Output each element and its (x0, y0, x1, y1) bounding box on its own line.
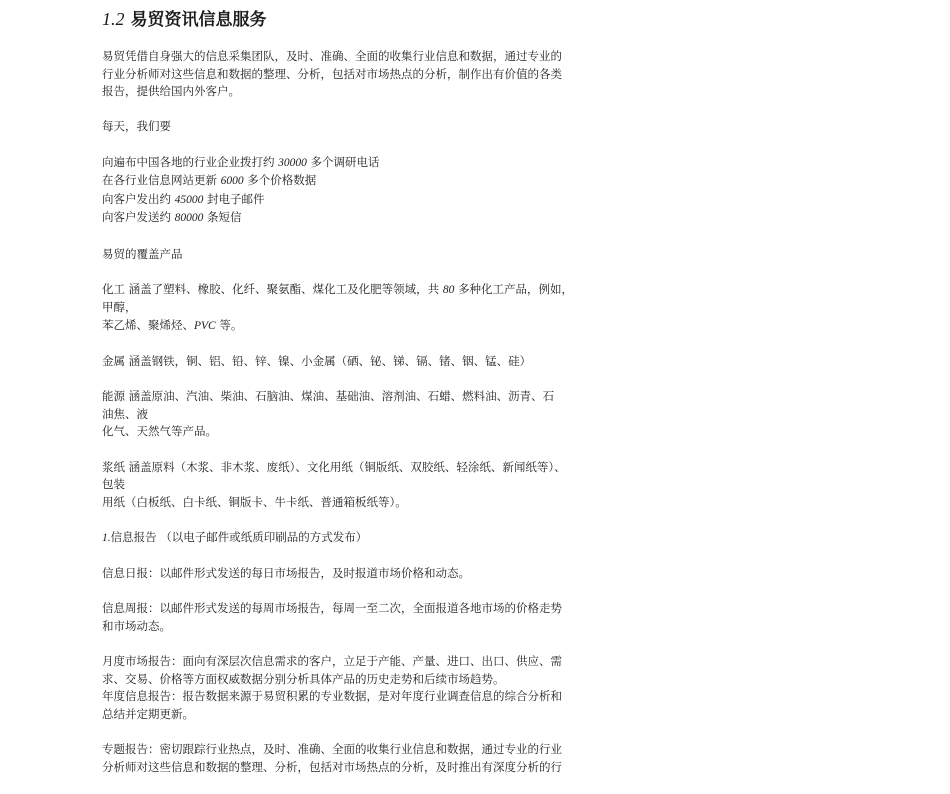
daily-list (102, 154, 572, 228)
section-number: 1.2 (102, 9, 125, 29)
paper-line-3: 用纸（白板纸、白卡纸、铜版卡、牛卡纸、普通箱板纸等）。 (102, 494, 407, 509)
chemical-line-2: 甲醇， (102, 300, 137, 315)
daily-item-3-pre: 向客户发出约 (102, 191, 175, 206)
daily-item-4-pre: 向客户发送约 (102, 210, 175, 225)
report-heading-number: 1. (102, 532, 111, 545)
report-heading (102, 529, 572, 548)
chemical-line-1 (102, 281, 572, 300)
intro-line-2: 行业分析师对这些信息和数据的整理、分析，包括对市场热点的分析，制作出有价值的各类 (102, 66, 562, 81)
section-heading (102, 8, 572, 31)
monthly-report-paragraph (102, 653, 572, 688)
chemical-line-3-pre: 苯乙烯、聚烯烃、 (102, 317, 194, 332)
special-report-line-2: 分析师对这些信息和数据的整理、分析，包括对市场热点的分析，及时推出有深度分析的行 (102, 759, 562, 774)
daily-item-1 (102, 154, 572, 173)
monthly-report-line-1: 月度市场报告：面向有深层次信息需求的客户，立足于产能、产量、进口、出口、供应、需 (102, 654, 562, 669)
daily-item-1-post: 多个调研电话 (306, 154, 380, 169)
document-body (102, 48, 572, 776)
metal-paragraph (102, 353, 572, 371)
daily-item-4 (102, 209, 572, 228)
document-page (102, 0, 572, 794)
daily-item-3 (102, 191, 572, 210)
weekly-report-line-1: 信息周报：以邮件形式发送的每周市场报告，每周一至二次，全面报道各地市场的价格走势 (102, 601, 562, 616)
daily-item-2-pre: 在各行业信息网站更新 (102, 173, 221, 188)
monthly-report-line-2: 求、交易、价格等方面权威数据分别分析具体产品的历史走势和后续市场趋势。 (102, 671, 505, 686)
weekly-report-line-2: 和市场动态。 (102, 619, 171, 633)
intro-paragraph (102, 48, 572, 101)
daily-item-4-post: 条短信 (203, 210, 242, 225)
daily-heading-text: 每天，我们要 (102, 119, 171, 134)
weekly-report-paragraph (102, 600, 572, 635)
chemical-count: 80 (442, 283, 455, 296)
energy-line-2: 油焦、液 (102, 406, 148, 421)
daily-item-1-number: 30000 (278, 156, 307, 169)
chemical-line-3-post: 等。 (215, 317, 243, 332)
special-report-line-1: 专题报告：密切跟踪行业热点，及时、准确、全面的收集行业信息和数据，通过专业的行业 (102, 742, 562, 757)
daily-heading (102, 118, 572, 136)
report-heading-text: 信息报告 （以电子邮件或纸质印刷品的方式发布） (110, 530, 368, 545)
annual-report-line-2: 总结并定期更新。 (102, 706, 194, 721)
chemical-line-1-pre: 化工 涵盖了塑料、橡胶、化纤、聚氨酯、煤化工及化肥等领域，共 (102, 281, 443, 296)
chemical-line-1-post: 多种化工产品，例如， (454, 281, 573, 296)
intro-line-1: 易贸凭借自身强大的信息采集团队，及时、准确、全面的收集行业信息和数据，通过专业的 (102, 49, 562, 63)
paper-line-1: 浆纸 涵盖原料（木浆、非木浆、废纸）、文化用纸（铜版纸、双胶纸、轻涂纸、新闻纸等）、 (102, 459, 566, 474)
chemical-paragraph (102, 281, 572, 336)
daily-item-3-post: 封电子邮件 (203, 191, 265, 206)
daily-report-paragraph (102, 565, 572, 583)
daily-item-2 (102, 172, 572, 191)
daily-item-4-number: 80000 (174, 212, 204, 225)
annual-report-paragraph (102, 688, 572, 723)
report-heading-line (102, 529, 572, 548)
chemical-pvc: PVC (194, 319, 216, 332)
coverage-heading (102, 246, 572, 264)
section-title: 易贸资讯信息服务 (130, 10, 267, 30)
chemical-line-3 (102, 317, 572, 336)
intro-line-3: 报告，提供给国内外客户。 (102, 84, 240, 99)
energy-line-3: 化气、天然气等产品。 (102, 424, 217, 439)
daily-item-2-post: 多个价格数据 (243, 173, 317, 188)
daily-item-2-number: 6000 (220, 175, 244, 188)
annual-report-line-1: 年度信息报告：报告数据来源于易贸积累的专业数据，是对年度行业调查信息的综合分析和 (102, 689, 562, 704)
coverage-heading-text: 易贸的覆盖产品 (102, 246, 183, 261)
paper-line-2: 包装 (102, 477, 125, 492)
daily-report-line: 信息日报：以邮件形式发送的每日市场报告，及时报道市场价格和动态。 (102, 566, 470, 581)
daily-item-3-number: 45000 (174, 193, 204, 206)
metal-line: 金属 涵盖钢铁，铜、铝、铅、锌、镍、小金属（硒、铋、锑、镉、锗、铟、锰、硅） (102, 354, 532, 369)
daily-item-1-pre: 向遍布中国各地的行业企业拨打约 (102, 154, 279, 169)
energy-paragraph (102, 388, 572, 441)
energy-line-1: 能源 涵盖原油、汽油、柴油、石脑油、煤油、基础油、溶剂油、石蜡、燃料油、沥青、石 (102, 389, 555, 404)
paper-paragraph (102, 459, 572, 512)
special-report-paragraph (102, 741, 572, 776)
